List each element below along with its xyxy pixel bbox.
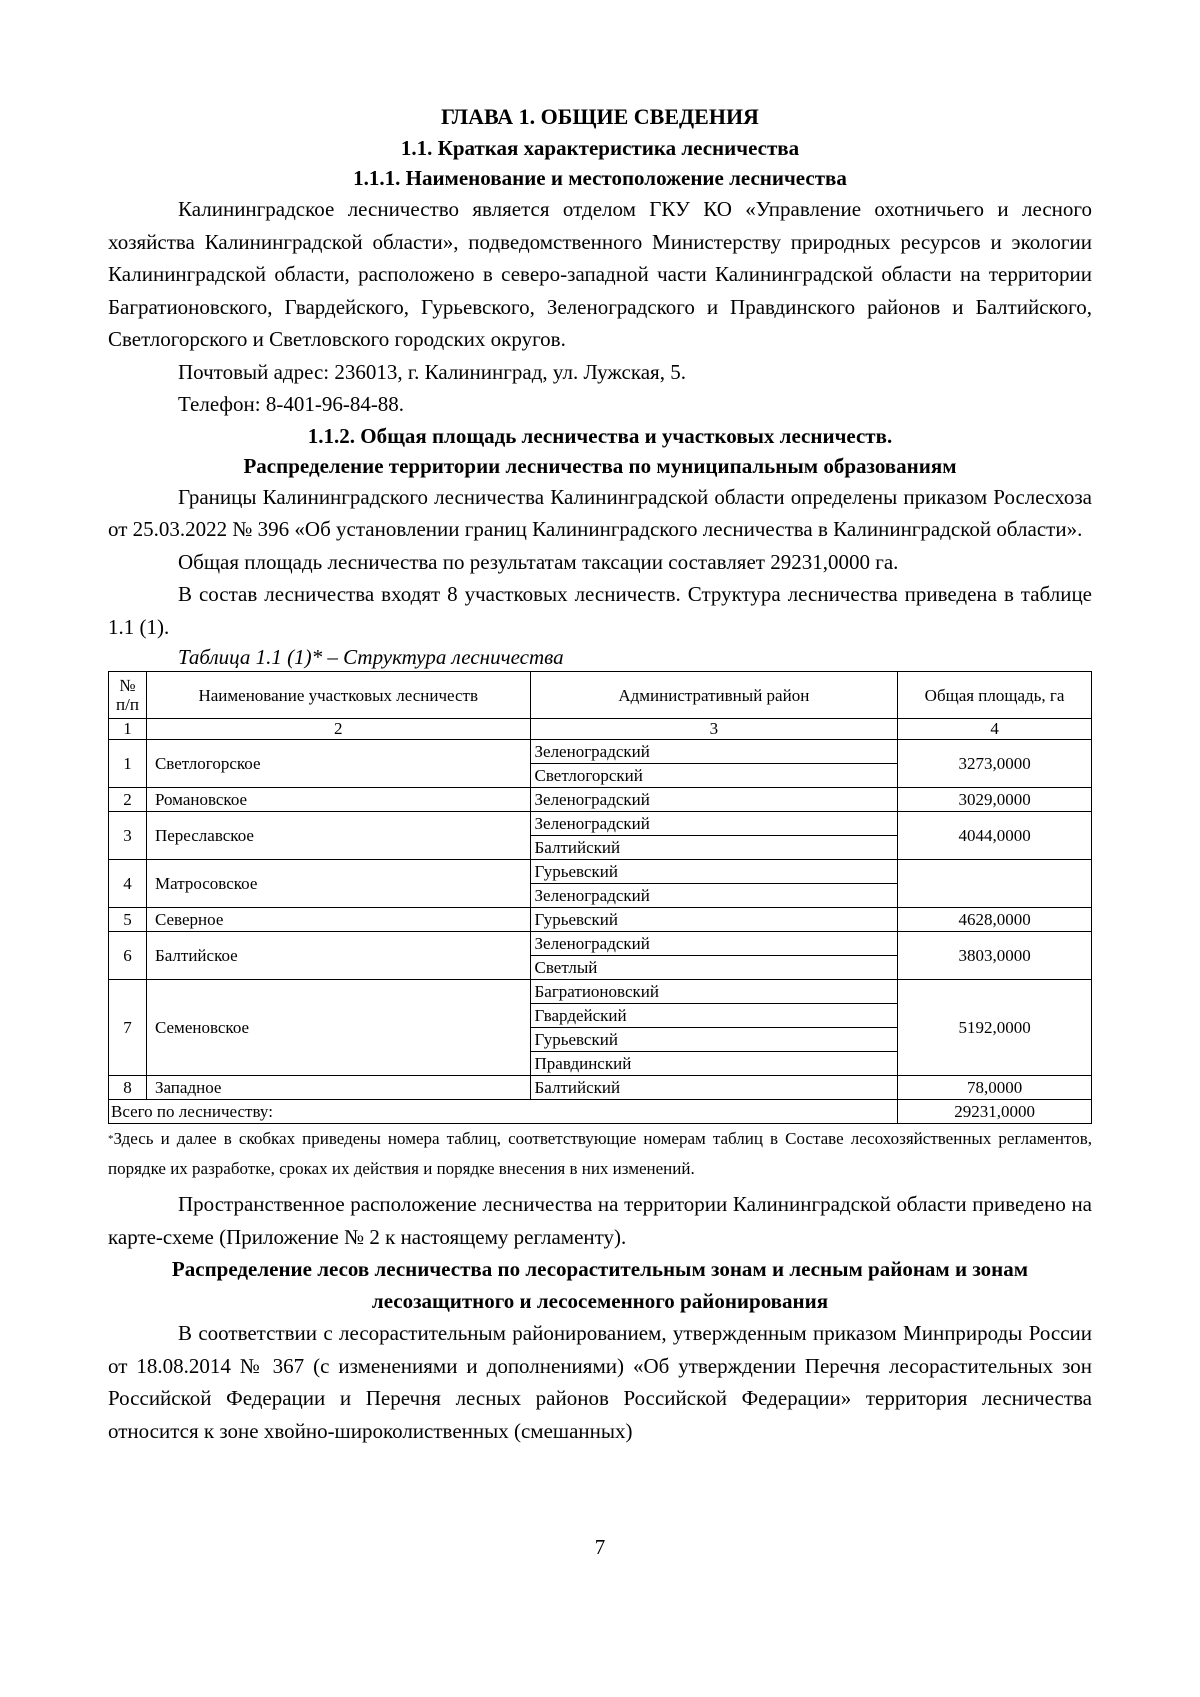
table-caption: Таблица 1.1 (1)* – Структура лесничества <box>178 645 564 669</box>
area-cell: 4628,0000 <box>898 908 1092 932</box>
header-area: Общая площадь, га <box>898 672 1092 719</box>
row-number-cell: 4 <box>109 860 147 908</box>
row-number-cell: 1 <box>109 740 147 788</box>
section-heading-1-1-1: 1.1.1. Наименование и местоположение лесничества <box>353 166 847 190</box>
section-heading-1-1-2: 1.1.2. Общая площадь лесничества и участковых лесничеств. <box>307 423 893 448</box>
table-row <box>109 812 1092 836</box>
total-label: Всего по лесничеству: <box>109 1100 898 1124</box>
structure-table <box>108 671 1092 1124</box>
document-page <box>108 100 1092 1447</box>
footnote-mark: * <box>108 1133 114 1145</box>
area-cell <box>898 860 1092 908</box>
table-row <box>109 932 1092 956</box>
forestry-name-cell: Матросовское <box>146 860 530 908</box>
table-row <box>109 908 1092 932</box>
page-number: 7 <box>594 1535 606 1559</box>
total-value: 29231,0000 <box>898 1100 1092 1124</box>
paragraph-borders: Границы Калининградского лесничества Калининградской области определены приказом Рослесхоза от 25.03.2022 № 396 «Об установлении границ Калининградского лесничества в Калининградской области». <box>108 484 1092 541</box>
footnote <box>108 1124 1092 1184</box>
row-number-cell: 2 <box>109 788 147 812</box>
section-heading-zones: Распределение лесов лесничества по лесорастительным зонам и лесным районам и зонам лесозащитного и лесосеменного районирования <box>171 1257 1029 1313</box>
district-cell: Багратионовский <box>530 980 898 1004</box>
column-number-1: 1 <box>109 719 147 740</box>
district-cell: Балтийский <box>530 1076 898 1100</box>
district-cell: Зеленоградский <box>530 788 898 812</box>
section-heading-distribution: Распределение территории лесничества по муниципальным образованиям <box>243 453 957 478</box>
area-cell: 3029,0000 <box>898 788 1092 812</box>
row-number-cell: 6 <box>109 932 147 980</box>
table-row <box>109 740 1092 764</box>
district-cell: Светлый <box>530 956 898 980</box>
section-heading-1-1: 1.1. Краткая характеристика лесничества <box>400 136 800 160</box>
header-forestry-name: Наименование участковых лесничеств <box>146 672 530 719</box>
paragraph-postal-address: Почтовый адрес: 236013, г. Калининград, ул. Лужская, 5. <box>178 359 686 384</box>
area-cell: 4044,0000 <box>898 812 1092 860</box>
forestry-name-cell: Переславское <box>146 812 530 860</box>
district-cell: Гурьевский <box>530 860 898 884</box>
table-row <box>109 1076 1092 1100</box>
forestry-name-cell: Балтийское <box>146 932 530 980</box>
district-cell: Гвардейский <box>530 1004 898 1028</box>
forestry-name-cell: Северное <box>146 908 530 932</box>
header-number: № п/п <box>109 672 147 719</box>
paragraph-zones: В соответствии с лесорастительным районированием, утвержденным приказом Минприроды России от 18.08.2014 № 367 (с изменениями и дополнениями) «Об утверждении Перечня лесорастительных зон Российской Федерации и Перечня лесных районов Российской Федерации» территория лесничества относится к зоне хвойно-широколиственных (смешанных) <box>108 1321 1092 1443</box>
table-row <box>109 788 1092 812</box>
district-cell: Зеленоградский <box>530 884 898 908</box>
area-cell: 3273,0000 <box>898 740 1092 788</box>
paragraph-map: Пространственное расположение лесничества на территории Калининградской области приведено на карте-схеме (Приложение № 2 к настоящему регламенту). <box>108 1192 1092 1249</box>
district-cell: Гурьевский <box>530 908 898 932</box>
footnote-text: Здесь и далее в скобках приведены номера таблиц, соответствующие номерам таблиц в Составе лесохозяйственных регламентов, порядке их разработке, сроках их действия и порядке внесения в них изменений. <box>108 1129 1092 1178</box>
row-number-cell: 3 <box>109 812 147 860</box>
paragraph-phone: Телефон: 8-401-96-84-88. <box>178 392 405 416</box>
district-cell: Светлогорский <box>530 764 898 788</box>
table-row <box>109 860 1092 884</box>
column-number-4: 4 <box>898 719 1092 740</box>
paragraph-total-area: Общая площадь лесничества по результатам таксации составляет 29231,0000 га. <box>178 549 899 574</box>
forestry-name-cell: Семеновское <box>146 980 530 1076</box>
column-number-2: 2 <box>146 719 530 740</box>
row-number-cell: 5 <box>109 908 147 932</box>
district-cell: Правдинский <box>530 1052 898 1076</box>
district-cell: Зеленоградский <box>530 812 898 836</box>
column-number-3: 3 <box>530 719 898 740</box>
district-cell: Гурьевский <box>530 1028 898 1052</box>
chapter-title: ГЛАВА 1. ОБЩИЕ СВЕДЕНИЯ <box>441 104 759 129</box>
forestry-name-cell: Романовское <box>146 788 530 812</box>
forestry-name-cell: Западное <box>146 1076 530 1100</box>
area-cell: 5192,0000 <box>898 980 1092 1076</box>
row-number-cell: 8 <box>109 1076 147 1100</box>
district-cell: Балтийский <box>530 836 898 860</box>
header-district: Административный район <box>530 672 898 719</box>
district-cell: Зеленоградский <box>530 932 898 956</box>
table-body <box>109 740 1092 1100</box>
area-cell: 78,0000 <box>898 1076 1092 1100</box>
paragraph-structure: В состав лесничества входят 8 участковых лесничеств. Структура лесничества приведена в таблице 1.1 (1). <box>108 582 1092 639</box>
district-cell: Зеленоградский <box>530 740 898 764</box>
row-number-cell: 7 <box>109 980 147 1076</box>
area-cell: 3803,0000 <box>898 932 1092 980</box>
paragraph-location: Калининградское лесничество является отделом ГКУ КО «Управление охотничьего и лесного хозяйства Калининградской области», подведомственного Министерству природных ресурсов и экологии Калининградской области, расположено в северо-западной части Калининградской области на территории Багратионовского, Гвардейского, Гурьевского, Зеленоградского и Правдинского районов и Балтийского, Светлогорского и Светловского городских округов. <box>108 197 1092 351</box>
forestry-name-cell: Светлогорское <box>146 740 530 788</box>
table-row <box>109 980 1092 1004</box>
